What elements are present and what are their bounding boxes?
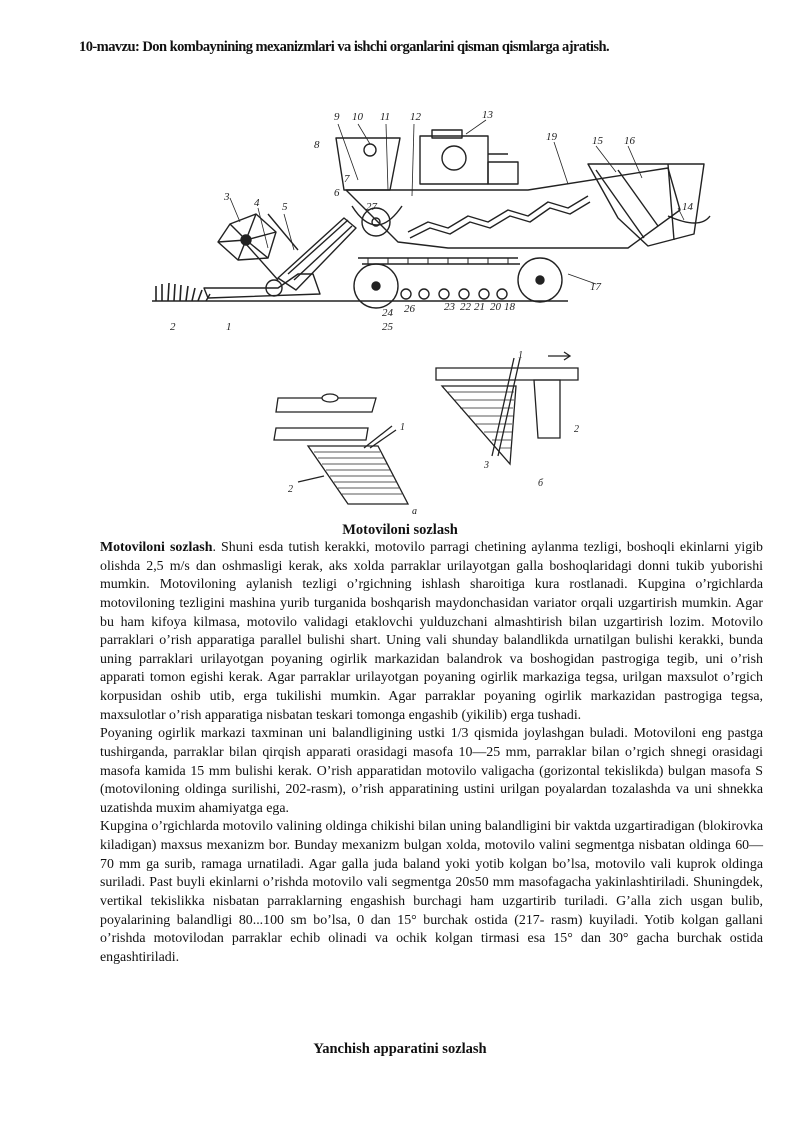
section-caption-reel: Motovilonі sozlash — [342, 522, 458, 538]
sub-b-callout-2: 2 — [574, 424, 579, 435]
sub-a-label: a — [412, 506, 417, 516]
callout-16: 16 — [624, 135, 635, 147]
callout-11: 11 — [380, 111, 391, 123]
sub-a-callout-2: 2 — [288, 484, 293, 495]
callout-17: 17 — [590, 281, 601, 293]
callout-26: 26 — [404, 303, 415, 315]
callout-18: 18 — [504, 301, 515, 313]
paragraph-2: Poyaning ogirlik markazi taxminan uni balandligining ustki 1/3 qismida joylashgan buladi. Motoviloni eng pastga tushirganda, parraklar bilan qirqish apparati orasidagi masofa 10—25 mm, parraklar bilan o’rgich shnegi orasidagi masofa kamida 15 mm bulishi kerak. O’rish apparatidan motovilo valigacha (gorizontal tekislikda) bulgan masofa S (motoviloning oldinga surilishi, 202-rasm), o’rish apparatining ustini urilgan poyalardan tozalashda va uni shnekka uzatishda muxim ahamiyatga ega. — [100, 726, 763, 816]
callout-24: 24 — [382, 307, 393, 319]
callout-8: 8 — [314, 139, 320, 151]
callout-21: 21 — [474, 301, 485, 313]
callout-14: 14 — [682, 201, 693, 213]
paragraph-1-text: . Shuni esda tutish kerakki, motovilo parragi chetining aylanma tezligi, boshoqli ekinlarni yigib olishda 2,5 m/s dan oshmasligi kerak, aks xolda parraklar urilayotgan galla boshoqlaridagi donni tukib yuborishi mumkin. Motoviloning aylanish tezligi o’rgichning ishlash sharoitiga kura rostlanadi. Kupgina o’rgichlarda motoviloning tezligini mashina yurib turganida boshqarish maydonchasidan variator orqali uzgartirish mumkin. Agar bu ham kifoya kilmasa, motovilo validagi etaklovchi yulduzchani almashtirish bilan uzgartirish lozim. Motovilo parraklari o’rish apparatiga parallel bulishi shart. Uning vali shunday balandlikda urnatilgan bulishi kerakki, bunda uning parraklari urilayotgan poyaning ogirlik markazidan balandrok va boshogidan pastrogiga tegib, uni o’rish apparati tomon egishi kerak. Agar parraklar urilayotgan poyaning ogirlik markaziga tegsa, urilgan maxsulot o’rgich korpusidan oshib utib, erga tukilishi mumkin. Agar parraklar poyaning ogirlik markazidan pastrogiga tegsa, maxsulotlar o’rish apparatiga nisbatan teskari tomonga engashib (yikilib) erga tushadi. — [100, 540, 763, 723]
callout-22: 22 — [460, 301, 471, 313]
callout-9: 9 — [334, 111, 340, 123]
sub-b-callout-3: 3 — [484, 460, 489, 471]
callout-13: 13 — [482, 109, 493, 121]
sub-b-label: б — [538, 478, 544, 489]
callout-15: 15 — [592, 135, 603, 147]
callout-23: 23 — [444, 301, 455, 313]
callout-3: 3 — [224, 191, 230, 203]
paragraph-lead: Motoviloni sozlash — [100, 540, 213, 555]
page-title: 10-mavzu: Don kombaynining mexanizmlari va ishchi organlarini qisman qismlarga ajratish. — [79, 39, 610, 55]
callout-2: 2 — [170, 321, 176, 333]
callout-20: 20 — [490, 301, 501, 313]
body-text — [100, 539, 763, 967]
callout-25: 25 — [382, 321, 393, 333]
callout-4: 4 — [254, 197, 260, 209]
reel-adjustment-diagram-a — [268, 386, 418, 516]
callout-19: 19 — [546, 131, 557, 143]
callout-1: 1 — [226, 321, 232, 333]
callout-10: 10 — [352, 111, 363, 123]
paragraph-1 — [100, 539, 763, 725]
callout-6: 6 — [334, 187, 340, 199]
reel-adjustment-diagram-b — [428, 346, 596, 496]
sub-b-callout-1: 1 — [518, 350, 523, 361]
callout-7: 7 — [344, 173, 350, 185]
combine-harvester-diagram — [148, 98, 720, 338]
section-caption-threshing: Yanchish apparatini sozlash — [313, 1041, 487, 1057]
callout-12: 12 — [410, 111, 421, 123]
callout-5: 5 — [282, 201, 288, 213]
sub-a-callout-1: 1 — [400, 422, 405, 433]
paragraph-3: Kupgina o’rgichlarda motovilo valining oldinga chikishi bilan uning balandligini bir vaktda uzgartiradigan (blokirovka kiladigan) maxsus mexanizm bor. Bunday mexanizm bulgan xolda, motovilo valini segmentga nisbatan oldinga 60—70 mm ga surib, ramaga urnatiladi. Agar galla juda baland yoki yotib kolgan bo’lsa, motovilo vali kuprok oldinga suriladi. Past buyli ekinlarni o’rishda motovilo vali segmentga 20s50 mm masofagacha yakinlashtiriladi. Shuningdek, vertikal tekislikka nisbatan parraklarning engashish burchagi ham uzgartirib turiladi. G’alla zich usgan bulib, poyalarining balandligi 80...100 sm bo’lsa, 0 dan 15° burchak ostida (217- rasm) kuyiladi. Yotib kolgan gallani o’rishda motovilodan parraklar echib olinadi va ochik kolgan tirmasi esa 15° dan 30° gacha burchak ostida engashtiriladi. — [100, 819, 763, 965]
callout-27: 27 — [366, 201, 377, 213]
